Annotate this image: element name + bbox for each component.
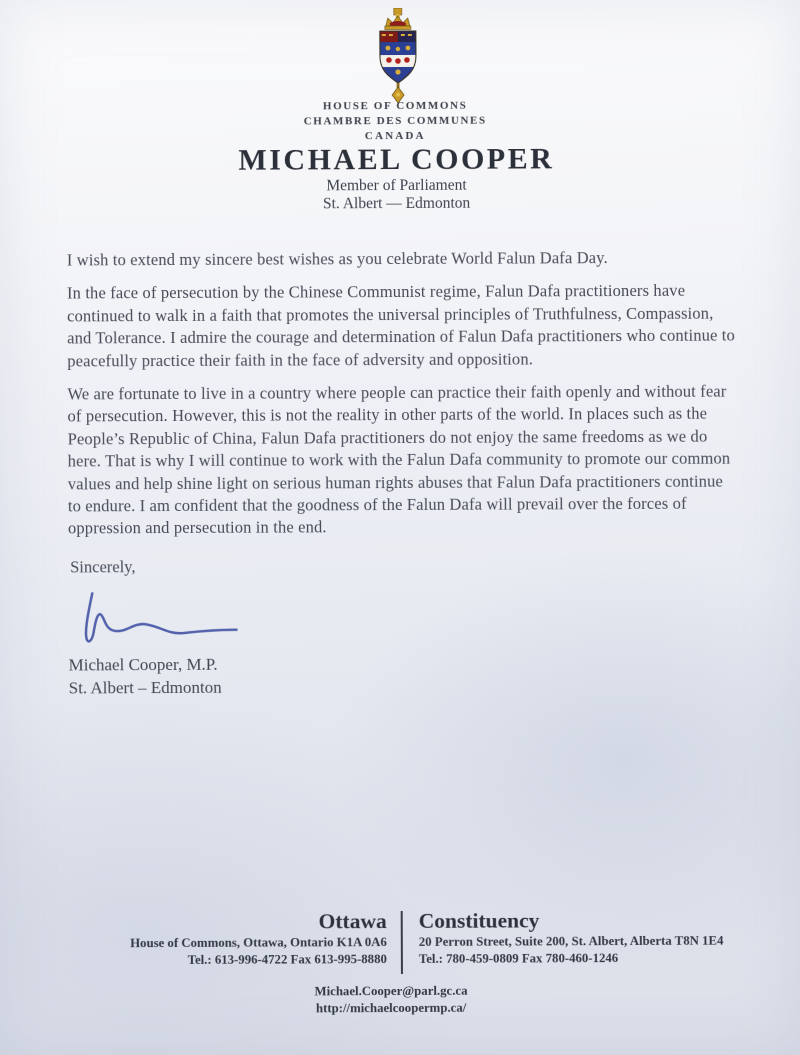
org-line-canada: CANADA bbox=[364, 129, 426, 143]
paragraph-2: In the face of persecution by the Chinese Communist regime, Falun Dafa practitioners have continued to walk in a faith that promotes the universal principles of Truthfulness, Compassion, and Tolerance. I admire the courage and determination of Falun Dafa practitioners who continue to peacefully practice their faith in the face of adversity and opposition. bbox=[66, 281, 736, 371]
website-url: http://michaelcoopermp.ca/ bbox=[315, 1000, 467, 1016]
member-name-heading: MICHAEL COOPER bbox=[238, 142, 555, 177]
member-title: Member of Parliament bbox=[326, 176, 467, 195]
footer-contact bbox=[0, 981, 791, 1018]
signer-riding: St. Albert – Edmonton bbox=[68, 677, 222, 697]
member-riding: St. Albert — Edmonton bbox=[322, 194, 471, 213]
constituency-heading: Constituency bbox=[418, 908, 540, 933]
email-address: Michael.Cooper@parl.gc.ca bbox=[314, 983, 468, 999]
ottawa-heading: Ottawa bbox=[318, 909, 387, 934]
ottawa-phone: Tel.: 613-996-4722 Fax 613-995-8880 bbox=[187, 952, 387, 967]
signer-name: Michael Cooper, M.P. bbox=[68, 654, 218, 675]
paragraph-3: We are fortunate to live in a country where people can practice their faith openly and without fear of persecution. However, this is not the reality in other parts of the world. In places such as the People’s Republic of China, Falun Dafa practitioners do not enjoy the same freedoms as we do here. That is why I will continue to work with the Falun Dafa community to promote our common values and help shine light on serious human rights abuses that Falun Dafa practitioners continue to endure. I am confident that the goodness of the Falun Dafa will prevail over the forces of oppression and persecution in the end. bbox=[67, 381, 731, 538]
ottawa-address: House of Commons, Ottawa, Ontario K1A 0A6 bbox=[130, 935, 387, 951]
constituency-phone: Tel.: 780-459-0809 Fax 780-460-1246 bbox=[418, 951, 619, 966]
footer-divider bbox=[401, 911, 403, 974]
footer-constituency-office bbox=[419, 906, 759, 967]
footer-ottawa-office bbox=[92, 908, 387, 969]
valediction: Sincerely, bbox=[70, 557, 136, 577]
org-line-en: HOUSE OF COMMONS bbox=[322, 99, 468, 113]
paragraph-1: I wish to extend my sincere best wishes as you celebrate World Falun Dafa Day. bbox=[66, 248, 608, 270]
org-line-fr: CHAMBRE DES COMMUNES bbox=[303, 114, 487, 127]
constituency-address: 20 Perron Street, Suite 200, St. Albert, Alberta T8N 1E4 bbox=[418, 933, 724, 949]
